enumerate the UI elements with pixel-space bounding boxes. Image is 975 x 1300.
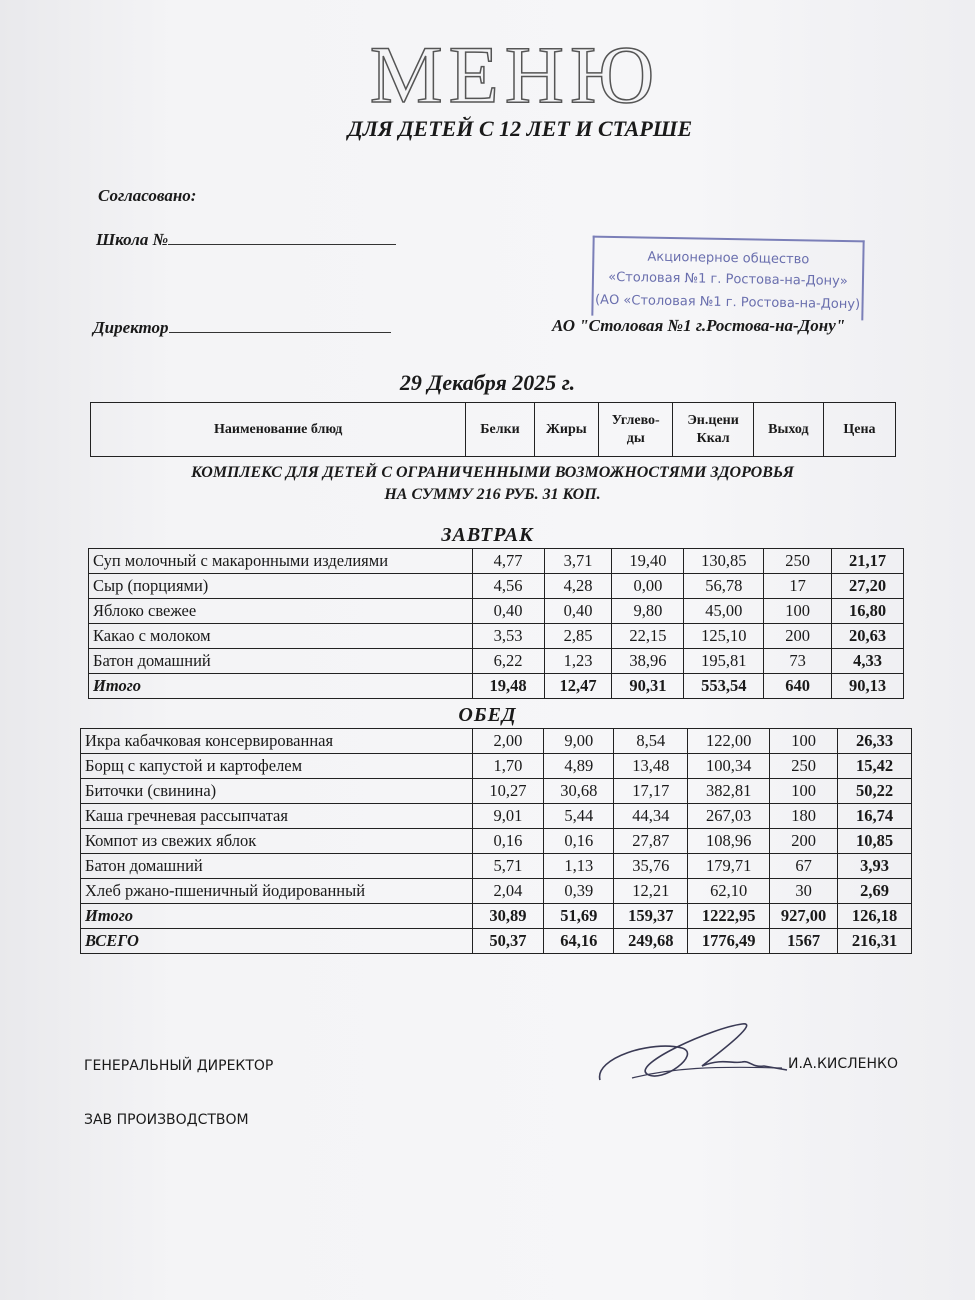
cell-yield: 100 — [770, 779, 838, 804]
cell-carbs: 13,48 — [614, 754, 688, 779]
cell-fat: 0,40 — [544, 599, 612, 624]
cell-name: Каша гречневая рассыпчатая — [81, 804, 473, 829]
cell-carbs: 0,00 — [612, 574, 684, 599]
table-header — [90, 402, 896, 457]
cell-carbs: 19,40 — [612, 549, 684, 574]
cell-price: 26,33 — [838, 729, 912, 754]
cell-yield: 17 — [764, 574, 832, 599]
cell-fat: 64,16 — [544, 929, 614, 954]
cell-fat: 3,71 — [544, 549, 612, 574]
cell-yield: 1567 — [770, 929, 838, 954]
cell-carbs: 9,80 — [612, 599, 684, 624]
cell-energy: 108,96 — [688, 829, 770, 854]
cell-energy: 1776,49 — [688, 929, 770, 954]
cell-yield: 200 — [764, 624, 832, 649]
cell-fat: 30,68 — [544, 779, 614, 804]
cell-carbs: 8,54 — [614, 729, 688, 754]
col-name-header: Наименование блюд — [91, 403, 466, 457]
lunch-title: ОБЕД — [458, 704, 517, 726]
cell-fat: 0,39 — [544, 879, 614, 904]
director-label: Директор — [93, 318, 169, 337]
cell-yield: 200 — [770, 829, 838, 854]
cell-carbs: 17,17 — [614, 779, 688, 804]
table-row — [89, 649, 904, 674]
cell-yield: 100 — [764, 599, 832, 624]
stamp-line: (АО «Столовая №1 г. Ростова-на-Дону) — [594, 292, 861, 313]
table-row — [89, 574, 904, 599]
school-field — [96, 230, 396, 250]
cell-energy: 122,00 — [688, 729, 770, 754]
stamp-line: «Столовая №1 г. Ростова-на-Дону» — [608, 269, 848, 290]
cell-price: 16,74 — [838, 804, 912, 829]
cell-name: ВСЕГО — [81, 929, 473, 954]
cell-yield: 100 — [770, 729, 838, 754]
cell-name: Какао с молоком — [89, 624, 473, 649]
cell-energy: 1222,95 — [688, 904, 770, 929]
complex-description — [0, 462, 975, 506]
cell-fat: 51,69 — [544, 904, 614, 929]
table-row — [89, 549, 904, 574]
cell-name: Хлеб ржано-пшеничный йодированный — [81, 879, 473, 904]
cell-fat: 5,44 — [544, 804, 614, 829]
cell-protein: 5,71 — [472, 854, 544, 879]
cell-price: 20,63 — [832, 624, 904, 649]
cell-carbs: 249,68 — [614, 929, 688, 954]
col-carbs-header — [599, 403, 673, 457]
cell-yield: 250 — [764, 549, 832, 574]
production-head-label: ЗАВ ПРОИЗВОДСТВОМ — [84, 1112, 249, 1128]
cell-name: Компот из свежих яблок — [81, 829, 473, 854]
agreed-label: Согласовано: — [98, 186, 197, 205]
director-field — [93, 318, 391, 338]
cell-protein: 1,70 — [472, 754, 544, 779]
cell-protein: 0,40 — [472, 599, 544, 624]
cell-protein: 9,01 — [472, 804, 544, 829]
cell-energy: 382,81 — [688, 779, 770, 804]
director-name: И.А.КИСЛЕНКО — [788, 1056, 898, 1072]
cell-protein: 4,56 — [472, 574, 544, 599]
cell-fat: 4,28 — [544, 574, 612, 599]
cell-price: 15,42 — [838, 754, 912, 779]
cell-carbs: 12,21 — [614, 879, 688, 904]
cell-price: 4,33 — [832, 649, 904, 674]
cell-name: Яблоко свежее — [89, 599, 473, 624]
table-row — [81, 754, 912, 779]
cell-fat: 4,89 — [544, 754, 614, 779]
cell-protein: 10,27 — [472, 779, 544, 804]
cell-yield: 927,00 — [770, 904, 838, 929]
table-row — [81, 854, 912, 879]
table-row — [81, 829, 912, 854]
director-blank-line — [169, 320, 391, 333]
col-energy-header — [673, 403, 753, 457]
cell-fat: 12,47 — [544, 674, 612, 699]
organization-stamp — [591, 236, 864, 321]
table-row — [81, 779, 912, 804]
cell-protein: 2,00 — [472, 729, 544, 754]
cell-energy: 62,10 — [688, 879, 770, 904]
cell-price: 16,80 — [832, 599, 904, 624]
organization-name: АО "Столовая №1 г.Ростова-на-Дону" — [552, 316, 846, 335]
cell-energy: 45,00 — [684, 599, 764, 624]
col-carbs-header-line1: Углево- — [611, 412, 660, 428]
cell-protein: 2,04 — [472, 879, 544, 904]
cell-protein: 19,48 — [472, 674, 544, 699]
menu-subtitle: ДЛЯ ДЕТЕЙ С 12 ЛЕТ И СТАРШЕ — [347, 116, 693, 141]
cell-yield: 250 — [770, 754, 838, 779]
col-energy-header-line2: Ккал — [696, 430, 730, 446]
cell-name: Биточки (свинина) — [81, 779, 473, 804]
cell-energy: 100,34 — [688, 754, 770, 779]
grand-total-row — [81, 929, 912, 954]
cell-name: Итого — [81, 904, 473, 929]
cell-fat: 2,85 — [544, 624, 612, 649]
cell-fat: 1,13 — [544, 854, 614, 879]
cell-fat: 1,23 — [544, 649, 612, 674]
cell-price: 50,22 — [838, 779, 912, 804]
complex-line2: НА СУММУ 216 РУБ. 31 КОП. — [384, 486, 601, 503]
cell-carbs: 44,34 — [614, 804, 688, 829]
cell-energy: 130,85 — [684, 549, 764, 574]
table-row — [89, 624, 904, 649]
table-row — [81, 879, 912, 904]
cell-energy: 553,54 — [684, 674, 764, 699]
cell-carbs: 22,15 — [612, 624, 684, 649]
lunch-table — [80, 728, 912, 954]
col-price-header: Цена — [823, 403, 895, 457]
col-protein-header: Белки — [466, 403, 534, 457]
cell-carbs: 35,76 — [614, 854, 688, 879]
menu-date: 29 Декабря 2025 г. — [399, 370, 576, 395]
cell-price: 2,69 — [838, 879, 912, 904]
cell-name: Суп молочный с макаронными изделиями — [89, 549, 473, 574]
col-carbs-header-line2: ды — [626, 430, 645, 446]
col-yield-header: Выход — [753, 403, 823, 457]
col-energy-header-line1: Эн.цени — [687, 412, 739, 428]
breakfast-table — [88, 548, 904, 699]
cell-price: 10,85 — [838, 829, 912, 854]
school-label: Школа № — [96, 230, 169, 249]
cell-fat: 9,00 — [544, 729, 614, 754]
stamp-line: Акционерное общество — [647, 249, 810, 268]
total-row — [81, 904, 912, 929]
cell-protein: 0,16 — [472, 829, 544, 854]
cell-price: 21,17 — [832, 549, 904, 574]
cell-price: 126,18 — [838, 904, 912, 929]
cell-energy: 267,03 — [688, 804, 770, 829]
menu-title: МЕНЮ — [369, 29, 661, 120]
cell-protein: 6,22 — [472, 649, 544, 674]
cell-energy: 125,10 — [684, 624, 764, 649]
cell-protein: 4,77 — [472, 549, 544, 574]
cell-name: Икра кабачковая консервированная — [81, 729, 473, 754]
cell-carbs: 38,96 — [612, 649, 684, 674]
cell-yield: 73 — [764, 649, 832, 674]
cell-name: Итого — [89, 674, 473, 699]
cell-name: Батон домашний — [81, 854, 473, 879]
cell-carbs: 27,87 — [614, 829, 688, 854]
cell-yield: 640 — [764, 674, 832, 699]
table-row — [81, 729, 912, 754]
table-row — [89, 599, 904, 624]
cell-fat: 0,16 — [544, 829, 614, 854]
cell-name: Сыр (порциями) — [89, 574, 473, 599]
cell-carbs: 90,31 — [612, 674, 684, 699]
cell-energy: 179,71 — [688, 854, 770, 879]
cell-price: 3,93 — [838, 854, 912, 879]
cell-name: Батон домашний — [89, 649, 473, 674]
cell-protein: 30,89 — [472, 904, 544, 929]
cell-price: 216,31 — [838, 929, 912, 954]
general-director-label: ГЕНЕРАЛЬНЫЙ ДИРЕКТОР — [84, 1058, 274, 1074]
signature-icon — [592, 1018, 792, 1093]
cell-price: 90,13 — [832, 674, 904, 699]
cell-energy: 195,81 — [684, 649, 764, 674]
cell-yield: 180 — [770, 804, 838, 829]
cell-price: 27,20 — [832, 574, 904, 599]
cell-protein: 3,53 — [472, 624, 544, 649]
cell-yield: 67 — [770, 854, 838, 879]
total-row — [89, 674, 904, 699]
cell-name: Борщ с капустой и картофелем — [81, 754, 473, 779]
col-fat-header: Жиры — [534, 403, 598, 457]
cell-protein: 50,37 — [472, 929, 544, 954]
cell-carbs: 159,37 — [614, 904, 688, 929]
breakfast-title: ЗАВТРАК — [441, 524, 534, 546]
cell-energy: 56,78 — [684, 574, 764, 599]
complex-line1: КОМПЛЕКС ДЛЯ ДЕТЕЙ С ОГРАНИЧЕННЫМИ ВОЗМОЖНОСТЯМИ ЗДОРОВЬЯ — [191, 464, 794, 481]
cell-yield: 30 — [770, 879, 838, 904]
table-row — [81, 804, 912, 829]
school-blank-line — [168, 230, 396, 245]
